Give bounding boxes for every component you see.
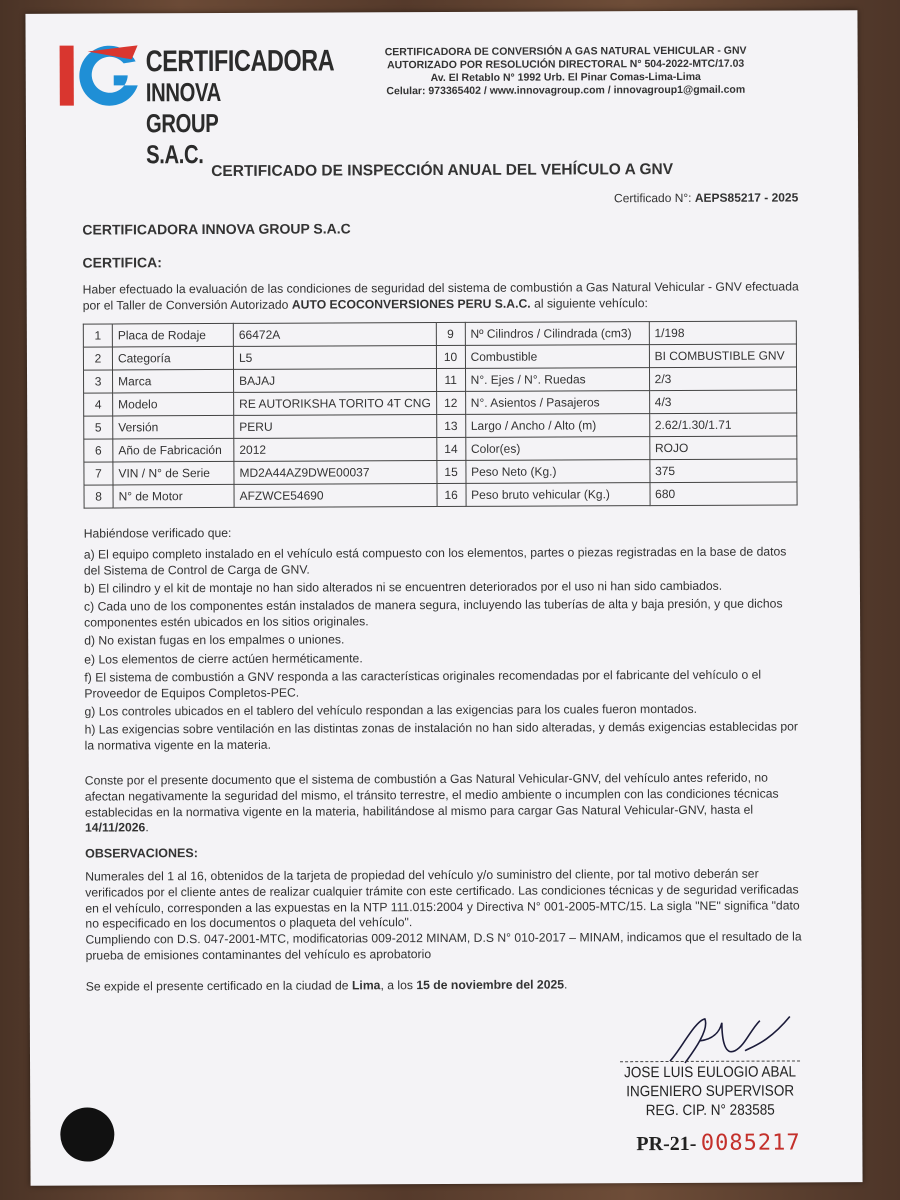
observaciones-text: [85, 866, 805, 964]
conste-paragraph: [85, 770, 805, 836]
spec-number: 15: [437, 460, 466, 483]
serial-number: [636, 1130, 800, 1156]
spec-value: 1/198: [649, 321, 796, 345]
spec-number: 12: [436, 391, 465, 414]
spec-value: PERU: [234, 415, 437, 439]
signatory-block: [602, 1062, 818, 1120]
condition-item: b) El cilindro y el kit de montaje no han sido alterados ni se encuentren deteriorados por el uso ni han sido cambiados.: [83, 578, 723, 596]
conditions-list: [84, 544, 805, 757]
header-line-3: Av. El Retablo N° 1992 Urb. El Pinar Comas-Lima-Lima: [430, 70, 701, 85]
spec-number: 13: [436, 414, 465, 437]
spec-value: 2/3: [649, 367, 796, 391]
spec-row: [84, 459, 797, 485]
signatory-role: INGENIERO SUPERVISOR: [626, 1082, 795, 1101]
spec-number: 10: [436, 345, 465, 368]
spec-value: 375: [650, 459, 797, 483]
spec-value: L5: [233, 346, 436, 370]
spec-number: 16: [437, 483, 466, 506]
spec-label: Peso bruto vehicular (Kg.): [466, 483, 650, 507]
spec-label: Año de Fabricación: [113, 438, 234, 462]
conste-text: Conste por el presente documento que el sistema de combustión a Gas Natural Vehicular-GNV, del vehículo antes referido, no afectan negativamente la seguridad del mismo, el tránsito terrestre, el medio ambiente o incumplen con las condiciones técnicas establecidas en la normativa vigente en la materia, habilitándose al mismo para cargar Gas Natural Vehicular-GNV, hasta el: [84, 770, 779, 820]
punch-hole: [60, 1107, 114, 1161]
certifica-heading: CERTIFICA:: [82, 254, 162, 271]
spec-label: Combustible: [465, 345, 649, 369]
spec-value: 2012: [234, 438, 437, 462]
logo-text-line1: CERTIFICADORA: [145, 44, 335, 79]
condition-item: g) Los controles ubicados en el tablero del vehículo respondan a las exigencias para los cuales fueron montados.: [84, 702, 697, 719]
spec-value: BI COMBUSTIBLE GNV: [649, 344, 796, 368]
spec-number: 6: [84, 439, 113, 462]
valid-until-date: 14/11/2026: [84, 820, 146, 835]
spec-label: Placa de Rodaje: [112, 323, 233, 347]
condition-item: c) Cada uno de los componentes están instalados de manera segura, incluyendo las tuberías de alta y baja presión, y que dichos componentes estén ubicados en los sitios originales.: [84, 596, 783, 630]
certificate-document: [25, 10, 862, 1186]
observaciones-heading: OBSERVACIONES:: [85, 846, 198, 861]
condition-item: d) No existan fugas en los empalmes o uniones.: [84, 632, 345, 649]
issue-end: .: [563, 977, 568, 992]
spec-value: MD2A44AZ9DWE00037: [234, 461, 437, 485]
spec-number: 9: [436, 322, 465, 345]
spec-number: 1: [83, 324, 112, 347]
spec-row: [84, 390, 797, 416]
spec-value: 2.62/1.30/1.71: [649, 413, 796, 437]
issue-text: Se expide el presente certificado en la ciudad de: [85, 978, 353, 994]
header-line-2: AUTORIZADO POR RESOLUCIÓN DIRECTORAL N° 504-2022-MTC/17.03: [387, 57, 745, 72]
spec-number: 8: [84, 485, 113, 508]
spec-label: N°. Asientos / Pasajeros: [465, 391, 649, 415]
workshop-name: AUTO ECOCONVERSIONES PERU S.A.C.: [291, 296, 531, 312]
header-line-4: Celular: 973365402 / www.innovagroup.com / innovagroup1@gmail.com: [386, 83, 746, 98]
spec-label: N° de Motor: [113, 484, 234, 508]
spec-label: Versión: [113, 415, 234, 439]
company-name: CERTIFICADORA INNOVA GROUP S.A.C: [82, 220, 351, 238]
signatory-registration: REG. CIP. N° 283585: [645, 1101, 775, 1120]
vehicle-specs-table: [83, 320, 798, 508]
spec-row: [83, 321, 796, 347]
spec-value: 4/3: [649, 390, 796, 414]
spec-row: [84, 367, 797, 393]
spec-label: N°. Ejes / N°. Ruedas: [465, 368, 649, 392]
conste-end: .: [145, 820, 149, 835]
observacion-paragraph: Cumpliendo con D.S. 047-2001-MTC, modificatorias 009-2012 MINAM, D.S N° 010-2017 – MINAM, indicamos que el resultado de la prueba de emisiones contaminantes del vehículo es aprobatorio: [85, 929, 802, 963]
certificate-number: [614, 190, 798, 205]
condition-item: a) El equipo completo instalado en el vehículo está compuesto con los elementos, partes o piezas registradas en la base de datos del Sistema de Control de Carga de GNV.: [83, 544, 787, 578]
spec-number: 5: [84, 416, 113, 439]
condition-item: f) El sistema de combustión a GNV responda a las características originales recomendadas por el fabricante del vehículo o el Proveedor de Equipos Completos-PEC.: [84, 667, 762, 701]
intro-text-end: al siguiente vehículo:: [530, 296, 648, 311]
spec-label: Color(es): [465, 437, 649, 461]
spec-number: 14: [436, 437, 465, 460]
spec-value: AFZWCE54690: [234, 484, 437, 508]
spec-number: 4: [84, 393, 113, 416]
spec-row: [84, 413, 797, 439]
spec-label: Peso Neto (Kg.): [466, 460, 650, 484]
company-logo: [58, 41, 335, 170]
spec-label: Modelo: [113, 392, 234, 416]
issue-statement: [86, 976, 806, 993]
spec-number: 3: [84, 370, 113, 393]
spec-number: 2: [83, 347, 112, 370]
issue-city: Lima: [351, 978, 381, 993]
certificate-number-value: AEPS85217 - 2025: [694, 190, 799, 205]
ig-logo-icon: [58, 41, 144, 109]
issue-mid: , a los: [380, 978, 417, 993]
condition-item: h) Las exigencias sobre ventilación en las distintas zonas de instalación no han sido alteradas, y demás exigencias establecidas por la normativa vigente en la materia.: [84, 719, 799, 753]
spec-label: Nº Cilindros / Cilindrada (cm3): [465, 322, 649, 346]
spec-label: VIN / N° de Serie: [113, 461, 234, 485]
spec-row: [83, 344, 796, 370]
spec-value: RE AUTORIKSHA TORITO 4T CNG: [234, 392, 437, 416]
serial-value: 0085217: [700, 1130, 801, 1156]
spec-label: Marca: [113, 369, 234, 393]
intro-text: Haber efectuado la evaluación de las condiciones de seguridad del sistema de combustión a Gas Natural Vehicular - GNV efectuada por el Taller de Conversión Autorizado: [82, 279, 799, 313]
verified-intro: Habiéndose verificado que:: [83, 525, 232, 541]
certificate-number-label: Certificado N°:: [613, 190, 692, 206]
spec-row: [84, 436, 797, 462]
spec-label: Categoría: [112, 346, 233, 370]
header-line-1: CERTIFICADORA DE CONVERSIÓN A GAS NATURAL VEHICULAR - GNV: [384, 44, 747, 59]
serial-prefix: PR-21-: [636, 1132, 697, 1156]
intro-paragraph: [83, 278, 813, 313]
spec-value: BAJAJ: [234, 369, 437, 393]
spec-number: 7: [84, 462, 113, 485]
signatory-name: JOSE LUIS EULOGIO ABAL: [624, 1063, 797, 1082]
condition-item: e) Los elementos de cierre actúen herméticamente.: [84, 651, 363, 667]
spec-value: 66472A: [233, 323, 436, 347]
spec-row: [84, 482, 797, 508]
spec-number: 11: [436, 368, 465, 391]
header-info: [346, 45, 786, 99]
spec-label: Largo / Ancho / Alto (m): [465, 414, 649, 438]
spec-value: ROJO: [649, 436, 796, 460]
logo-text-line2: INNOVA GROUP S.A.C.: [145, 76, 221, 170]
document-title: CERTIFICADO DE INSPECCIÓN ANUAL DEL VEHÍCULO A GNV: [211, 160, 674, 181]
spec-value: 680: [650, 482, 797, 506]
observacion-paragraph: Numerales del 1 al 16, obtenidos de la tarjeta de propiedad del vehículo y/o suministro del cliente, por tal motivo deberán ser verificados por el cliente antes de realizar cualquier trámite con este certificado. Las condiciones técnicas y de seguridad verificadas en el vehículo, corresponden a las expuestas en la NTP 111.015:2004 y Directiva N° 001-2005-MTC/15. La sigla "NE" significa "dato no especificado en los documentos o plaqueta del vehículo".: [85, 866, 800, 931]
issue-date: 15 de noviembre del 2025: [416, 977, 565, 993]
